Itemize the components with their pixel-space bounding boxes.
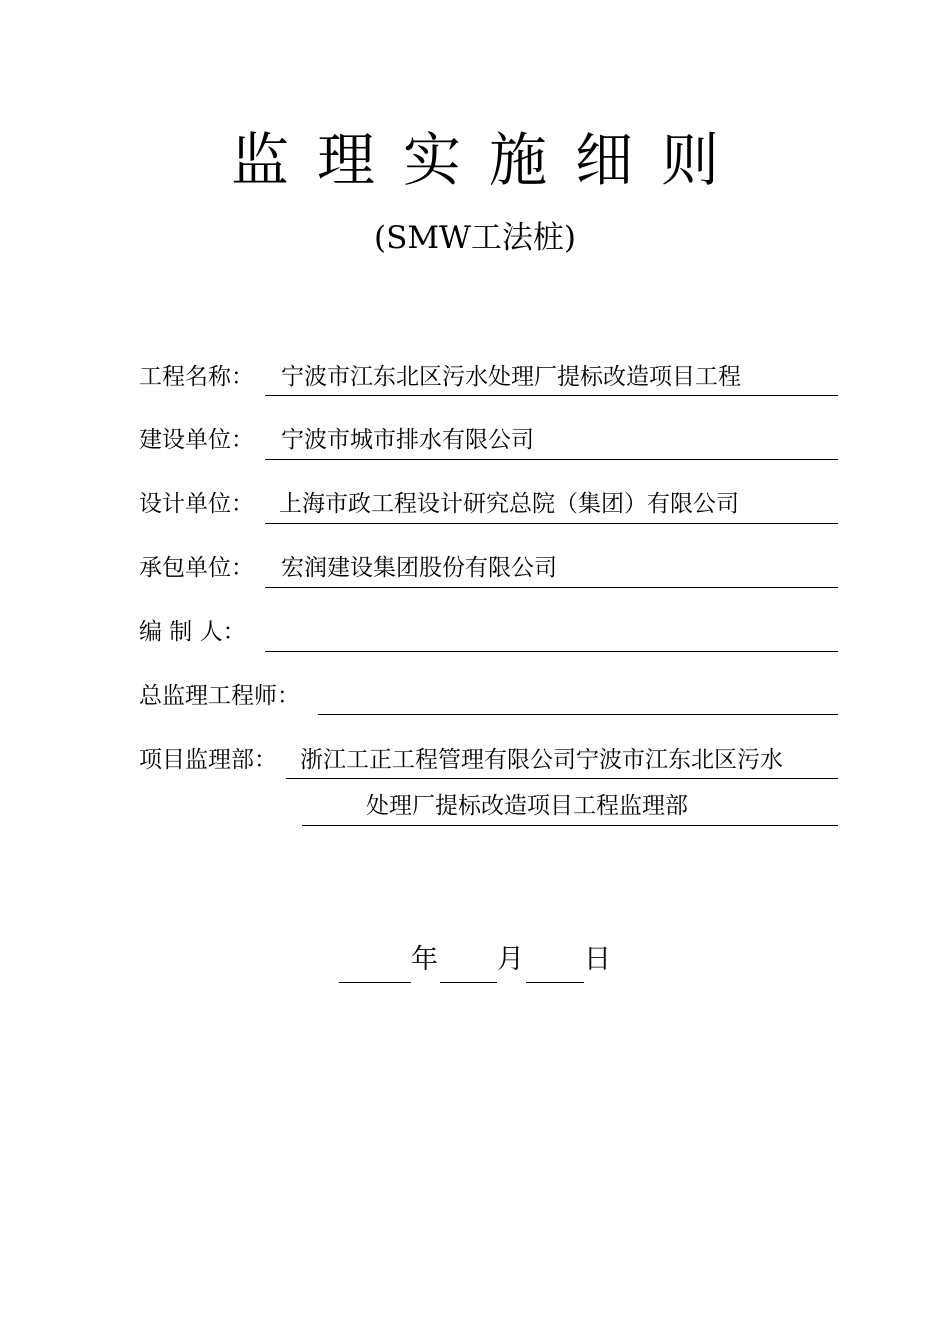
contractor-underline xyxy=(265,587,838,588)
prepared-by-label: 编 制 人： xyxy=(139,619,246,645)
day-label: 日 xyxy=(584,944,611,975)
supervision-dept-underline-1 xyxy=(286,778,838,779)
project-name-value: 宁波市江东北区污水处理厂提标改造项目工程 xyxy=(281,364,741,390)
supervision-dept-value-line1: 浙江工正工程管理有限公司宁波市江东北区污水 xyxy=(300,747,783,773)
year-underline xyxy=(339,982,411,983)
document-subtitle: (SMW工法桩) xyxy=(373,220,577,256)
month-underline xyxy=(440,982,497,983)
design-unit-value: 上海市政工程设计研究总院（集团）有限公司 xyxy=(279,491,739,517)
month-label: 月 xyxy=(497,944,524,975)
day-underline xyxy=(526,982,584,983)
prepared-by-underline xyxy=(265,651,838,652)
contractor-value: 宏润建设集团股份有限公司 xyxy=(281,555,557,581)
construction-unit-label: 建设单位： xyxy=(139,427,254,453)
document-title: 监理实施细则 xyxy=(230,126,747,194)
chief-supervisor-label: 总监理工程师： xyxy=(139,683,300,709)
supervision-dept-value-line2: 处理厂提标改造项目工程监理部 xyxy=(366,793,688,819)
supervision-dept-underline-2 xyxy=(302,825,838,826)
year-label: 年 xyxy=(411,944,438,975)
project-name-label: 工程名称： xyxy=(139,364,254,390)
project-name-underline xyxy=(265,395,838,396)
contractor-label: 承包单位： xyxy=(139,555,254,581)
supervision-dept-label: 项目监理部： xyxy=(139,747,277,773)
design-unit-underline xyxy=(265,523,838,524)
construction-unit-underline xyxy=(265,459,838,460)
date-row xyxy=(0,942,950,992)
design-unit-label: 设计单位： xyxy=(139,491,254,517)
construction-unit-value: 宁波市城市排水有限公司 xyxy=(281,427,534,453)
chief-supervisor-underline xyxy=(318,714,838,715)
